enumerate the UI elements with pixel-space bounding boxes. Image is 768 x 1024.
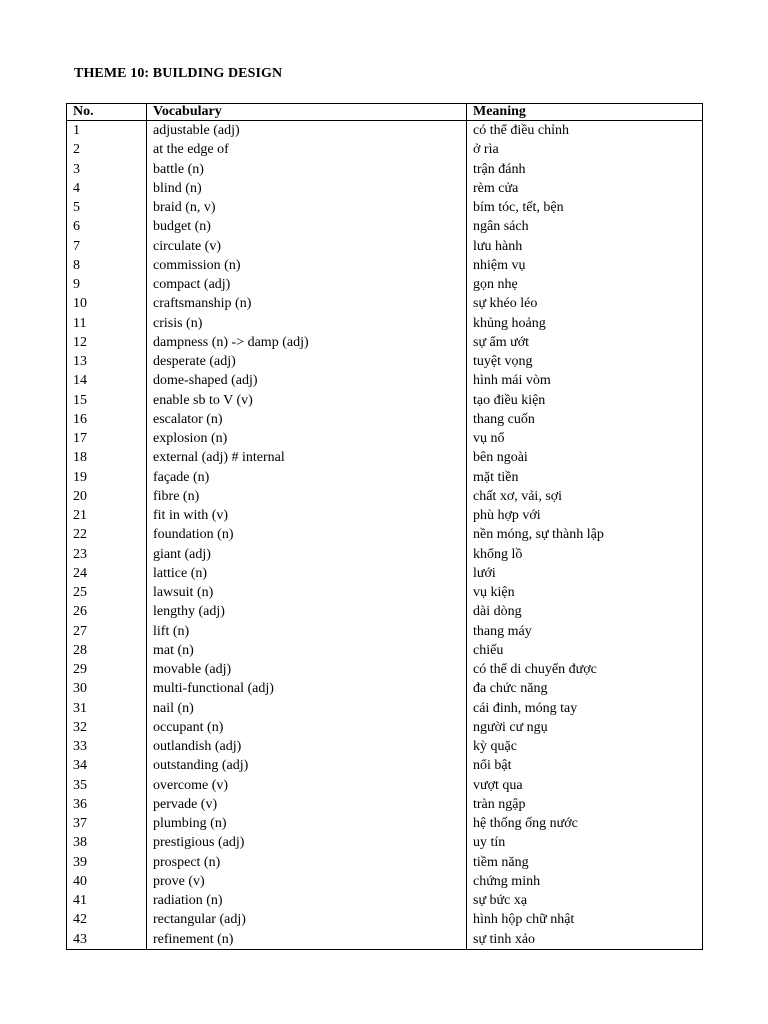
table-row	[67, 602, 703, 621]
row-number-cell: 33	[67, 737, 147, 756]
vocabulary-cell: refinement (n)	[147, 930, 467, 950]
row-number-cell: 1	[67, 121, 147, 141]
meaning-cell: mặt tiền	[467, 468, 703, 487]
row-number-cell: 2	[67, 140, 147, 159]
vocabulary-cell: dome-shaped (adj)	[147, 371, 467, 390]
row-number-cell: 12	[67, 333, 147, 352]
vocabulary-cell: battle (n)	[147, 160, 467, 179]
vocabulary-cell: commission (n)	[147, 256, 467, 275]
meaning-cell: gọn nhẹ	[467, 275, 703, 294]
vocabulary-cell: dampness (n) -> damp (adj)	[147, 333, 467, 352]
table-header-row	[67, 104, 703, 121]
vocabulary-cell: lengthy (adj)	[147, 602, 467, 621]
meaning-cell: có thể di chuyển được	[467, 660, 703, 679]
row-number-cell: 13	[67, 352, 147, 371]
table-row	[67, 140, 703, 159]
table-row	[67, 487, 703, 506]
table-row	[67, 410, 703, 429]
row-number-cell: 21	[67, 506, 147, 525]
row-number-cell: 38	[67, 833, 147, 852]
vocabulary-cell: craftsmanship (n)	[147, 294, 467, 313]
meaning-cell: sự khéo léo	[467, 294, 703, 313]
vocabulary-cell: fibre (n)	[147, 487, 467, 506]
meaning-cell: hệ thống ống nước	[467, 814, 703, 833]
table-row	[67, 622, 703, 641]
meaning-cell: dài dòng	[467, 602, 703, 621]
row-number-cell: 22	[67, 525, 147, 544]
meaning-cell: phù hợp với	[467, 506, 703, 525]
vocabulary-cell: pervade (v)	[147, 795, 467, 814]
column-header-no: No.	[67, 104, 147, 121]
meaning-cell: hình hộp chữ nhật	[467, 910, 703, 929]
table-row	[67, 294, 703, 313]
meaning-cell: lưu hành	[467, 237, 703, 256]
vocabulary-cell: prove (v)	[147, 872, 467, 891]
table-row	[67, 853, 703, 872]
vocabulary-cell: radiation (n)	[147, 891, 467, 910]
table-row	[67, 910, 703, 929]
row-number-cell: 34	[67, 756, 147, 775]
vocabulary-cell: budget (n)	[147, 217, 467, 236]
row-number-cell: 11	[67, 314, 147, 333]
row-number-cell: 24	[67, 564, 147, 583]
table-row	[67, 833, 703, 852]
meaning-cell: vụ nổ	[467, 429, 703, 448]
meaning-cell: khủng hoảng	[467, 314, 703, 333]
meaning-cell: rèm cửa	[467, 179, 703, 198]
row-number-cell: 18	[67, 448, 147, 467]
vocabulary-cell: desperate (adj)	[147, 352, 467, 371]
table-row	[67, 679, 703, 698]
row-number-cell: 35	[67, 776, 147, 795]
meaning-cell: chất xơ, vải, sợi	[467, 487, 703, 506]
table-row	[67, 872, 703, 891]
row-number-cell: 41	[67, 891, 147, 910]
table-row	[67, 429, 703, 448]
column-header-vocabulary: Vocabulary	[147, 104, 467, 121]
meaning-cell: thang cuốn	[467, 410, 703, 429]
meaning-cell: sự ẩm ướt	[467, 333, 703, 352]
meaning-cell: tiềm năng	[467, 853, 703, 872]
row-number-cell: 25	[67, 583, 147, 602]
row-number-cell: 36	[67, 795, 147, 814]
table-row	[67, 660, 703, 679]
table-row	[67, 930, 703, 950]
table-row	[67, 718, 703, 737]
table-row	[67, 217, 703, 236]
row-number-cell: 5	[67, 198, 147, 217]
vocabulary-cell: explosion (n)	[147, 429, 467, 448]
meaning-cell: bên ngoài	[467, 448, 703, 467]
vocabulary-cell: adjustable (adj)	[147, 121, 467, 141]
meaning-cell: ngân sách	[467, 217, 703, 236]
table-body	[67, 121, 703, 950]
meaning-cell: chứng minh	[467, 872, 703, 891]
table-row	[67, 371, 703, 390]
row-number-cell: 10	[67, 294, 147, 313]
row-number-cell: 6	[67, 217, 147, 236]
vocabulary-cell: mat (n)	[147, 641, 467, 660]
table-row	[67, 237, 703, 256]
vocabulary-cell: plumbing (n)	[147, 814, 467, 833]
table-row	[67, 814, 703, 833]
vocabulary-cell: occupant (n)	[147, 718, 467, 737]
row-number-cell: 32	[67, 718, 147, 737]
meaning-cell: vượt qua	[467, 776, 703, 795]
vocabulary-cell: overcome (v)	[147, 776, 467, 795]
table-row	[67, 179, 703, 198]
meaning-cell: uy tín	[467, 833, 703, 852]
vocabulary-cell: façade (n)	[147, 468, 467, 487]
row-number-cell: 23	[67, 545, 147, 564]
table-row	[67, 333, 703, 352]
table-row	[67, 795, 703, 814]
table-row	[67, 448, 703, 467]
table-row	[67, 506, 703, 525]
table-header	[67, 104, 703, 121]
table-row	[67, 256, 703, 275]
vocabulary-cell: multi-functional (adj)	[147, 679, 467, 698]
meaning-cell: người cư ngụ	[467, 718, 703, 737]
row-number-cell: 7	[67, 237, 147, 256]
vocabulary-cell: crisis (n)	[147, 314, 467, 333]
vocabulary-cell: external (adj) # internal	[147, 448, 467, 467]
page-title: THEME 10: BUILDING DESIGN	[74, 66, 283, 81]
meaning-cell: tạo điều kiện	[467, 391, 703, 410]
vocabulary-cell: foundation (n)	[147, 525, 467, 544]
table-row	[67, 545, 703, 564]
meaning-cell: trận đánh	[467, 160, 703, 179]
meaning-cell: nền móng, sự thành lập	[467, 525, 703, 544]
table-row	[67, 776, 703, 795]
vocabulary-cell: circulate (v)	[147, 237, 467, 256]
vocabulary-cell: blind (n)	[147, 179, 467, 198]
table-row	[67, 564, 703, 583]
row-number-cell: 42	[67, 910, 147, 929]
table-row	[67, 198, 703, 217]
vocabulary-cell: rectangular (adj)	[147, 910, 467, 929]
table-row	[67, 352, 703, 371]
table-row	[67, 699, 703, 718]
row-number-cell: 19	[67, 468, 147, 487]
vocabulary-cell: fit in with (v)	[147, 506, 467, 525]
meaning-cell: chiếu	[467, 641, 703, 660]
table-row	[67, 583, 703, 602]
row-number-cell: 31	[67, 699, 147, 718]
vocabulary-table	[66, 103, 703, 950]
vocabulary-cell: lawsuit (n)	[147, 583, 467, 602]
table-row	[67, 525, 703, 544]
vocabulary-cell: movable (adj)	[147, 660, 467, 679]
table-row	[67, 891, 703, 910]
row-number-cell: 17	[67, 429, 147, 448]
vocabulary-cell: prestigious (adj)	[147, 833, 467, 852]
meaning-cell: vụ kiện	[467, 583, 703, 602]
row-number-cell: 43	[67, 930, 147, 950]
column-header-meaning: Meaning	[467, 104, 703, 121]
vocabulary-cell: outlandish (adj)	[147, 737, 467, 756]
table-row	[67, 391, 703, 410]
row-number-cell: 9	[67, 275, 147, 294]
row-number-cell: 27	[67, 622, 147, 641]
meaning-cell: nổi bật	[467, 756, 703, 775]
table-row	[67, 160, 703, 179]
row-number-cell: 37	[67, 814, 147, 833]
meaning-cell: tuyệt vọng	[467, 352, 703, 371]
meaning-cell: lưới	[467, 564, 703, 583]
table-row	[67, 121, 703, 141]
meaning-cell: sự tinh xảo	[467, 930, 703, 950]
table-row	[67, 756, 703, 775]
vocabulary-cell: escalator (n)	[147, 410, 467, 429]
meaning-cell: khổng lồ	[467, 545, 703, 564]
row-number-cell: 4	[67, 179, 147, 198]
vocabulary-cell: prospect (n)	[147, 853, 467, 872]
table-row	[67, 737, 703, 756]
row-number-cell: 30	[67, 679, 147, 698]
row-number-cell: 8	[67, 256, 147, 275]
row-number-cell: 14	[67, 371, 147, 390]
meaning-cell: nhiệm vụ	[467, 256, 703, 275]
row-number-cell: 16	[67, 410, 147, 429]
meaning-cell: sự bức xạ	[467, 891, 703, 910]
vocabulary-cell: giant (adj)	[147, 545, 467, 564]
meaning-cell: hình mái vòm	[467, 371, 703, 390]
vocabulary-cell: outstanding (adj)	[147, 756, 467, 775]
table-row	[67, 275, 703, 294]
row-number-cell: 3	[67, 160, 147, 179]
table-row	[67, 314, 703, 333]
table-row	[67, 641, 703, 660]
row-number-cell: 20	[67, 487, 147, 506]
table-row	[67, 468, 703, 487]
vocabulary-cell: enable sb to V (v)	[147, 391, 467, 410]
vocabulary-cell: braid (n, v)	[147, 198, 467, 217]
meaning-cell: kỳ quặc	[467, 737, 703, 756]
meaning-cell: cái đinh, móng tay	[467, 699, 703, 718]
row-number-cell: 28	[67, 641, 147, 660]
meaning-cell: ở rìa	[467, 140, 703, 159]
row-number-cell: 26	[67, 602, 147, 621]
vocabulary-cell: nail (n)	[147, 699, 467, 718]
meaning-cell: bím tóc, tết, bện	[467, 198, 703, 217]
row-number-cell: 40	[67, 872, 147, 891]
meaning-cell: có thể điều chỉnh	[467, 121, 703, 141]
vocabulary-cell: lattice (n)	[147, 564, 467, 583]
row-number-cell: 15	[67, 391, 147, 410]
row-number-cell: 39	[67, 853, 147, 872]
meaning-cell: đa chức năng	[467, 679, 703, 698]
vocabulary-cell: compact (adj)	[147, 275, 467, 294]
row-number-cell: 29	[67, 660, 147, 679]
meaning-cell: thang máy	[467, 622, 703, 641]
meaning-cell: tràn ngập	[467, 795, 703, 814]
vocabulary-cell: at the edge of	[147, 140, 467, 159]
vocabulary-cell: lift (n)	[147, 622, 467, 641]
